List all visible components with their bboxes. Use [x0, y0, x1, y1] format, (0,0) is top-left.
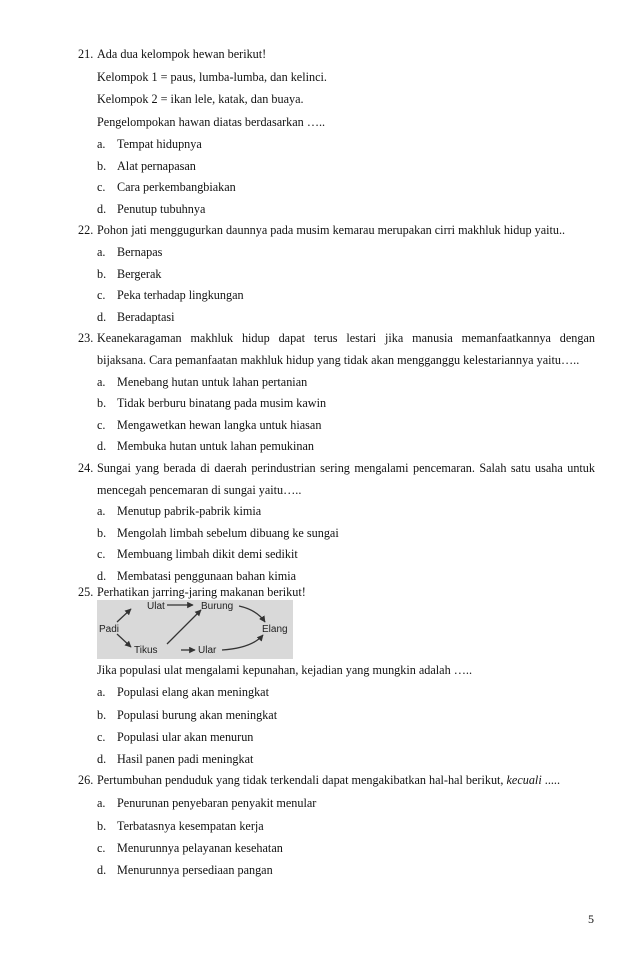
option-text: Peka terhadap lingkungan [117, 288, 244, 302]
option-text: Menebang hutan untuk lahan pertanian [117, 375, 308, 389]
node-tikus: Tikus [134, 645, 158, 656]
question-25-text: Perhatikan jarring-jaring makanan berikut! [97, 585, 306, 599]
question-24-text: Sungai yang berada di daerah perindustrian sering mengalami pencemaran. Salah satu usaha untuk [97, 461, 595, 475]
option-letter: c. [97, 841, 106, 855]
question-25-line: Jika populasi ulat mengalami kepunahan, kejadian yang mungkin adalah ….. [97, 663, 473, 677]
option-letter: d. [97, 569, 107, 583]
option-text: Penutup tubuhnya [117, 202, 206, 216]
option-letter: d. [97, 202, 107, 216]
question-24-line: mencegah pencemaran di sungai yaitu….. [97, 483, 302, 497]
arrow-burung-elang [239, 606, 265, 622]
question-21-line: Kelompok 2 = ikan lele, katak, dan buaya. [97, 92, 304, 106]
option-text: Cara perkembangbiakan [117, 180, 236, 194]
question-26-text [97, 773, 560, 787]
food-web-diagram [97, 600, 293, 659]
page-number: 5 [588, 912, 594, 926]
arrow-tikus-burung [167, 610, 201, 644]
question-21-text: Ada dua kelompok hewan berikut! [97, 47, 267, 61]
arrow-padi-ulat [117, 609, 131, 622]
question-26-text-main: Pertumbuhan penduduk yang tidak terkendali dapat mengakibatkan hal-hal berikut, [97, 773, 507, 787]
node-ulat: Ulat [147, 601, 165, 612]
option-letter: b. [97, 708, 107, 722]
option-text: Menutup pabrik-pabrik kimia [117, 504, 262, 518]
option-letter: b. [97, 819, 107, 833]
option-letter: d. [97, 752, 107, 766]
question-23-line: bijaksana. Cara pemanfaatan makhluk hidup yang tidak akan mengganggu kelestariannya yaitu….. [97, 353, 580, 367]
option-letter: a. [97, 796, 106, 810]
option-text: Membuang limbah dikit demi sedikit [117, 547, 298, 561]
question-25-number: 25. [78, 585, 94, 599]
option-letter: d. [97, 439, 107, 453]
option-text: Populasi elang akan meningkat [117, 685, 269, 699]
option-letter: c. [97, 288, 106, 302]
option-text: Penurunan penyebaran penyakit menular [117, 796, 317, 810]
option-letter: c. [97, 730, 106, 744]
option-text: Mengolah limbah sebelum dibuang ke sungai [117, 526, 339, 540]
option-text: Bernapas [117, 245, 163, 259]
question-26-emphasis: kecuali [506, 773, 542, 787]
question-26-text-end: ..... [541, 773, 560, 787]
question-21-number: 21. [78, 47, 94, 61]
option-letter: d. [97, 310, 107, 324]
option-letter: a. [97, 504, 106, 518]
option-text: Menurunnya persediaan pangan [117, 863, 273, 877]
option-text: Populasi ular akan menurun [117, 730, 254, 744]
node-padi: Padi [99, 624, 120, 635]
option-letter: a. [97, 137, 106, 151]
option-letter: d. [97, 863, 107, 877]
option-letter: b. [97, 159, 107, 173]
node-burung: Burung [201, 601, 234, 612]
question-23-number: 23. [78, 331, 94, 345]
option-text: Hasil panen padi meningkat [117, 752, 254, 766]
option-letter: c. [97, 180, 106, 194]
option-letter: c. [97, 418, 106, 432]
question-21-line: Pengelompokan hawan diatas berdasarkan ….. [97, 115, 326, 129]
arrow-padi-tikus [117, 634, 131, 647]
option-text: Terbatasnya kesempatan kerja [117, 819, 264, 833]
option-letter: a. [97, 685, 106, 699]
option-text: Alat pernapasan [117, 159, 196, 173]
option-text: Menurunnya pelayanan kesehatan [117, 841, 283, 855]
option-letter: c. [97, 547, 106, 561]
node-elang: Elang [262, 624, 288, 635]
option-text: Tidak berburu binatang pada musim kawin [117, 396, 327, 410]
option-text: Populasi burung akan meningkat [117, 708, 278, 722]
option-letter: b. [97, 267, 107, 281]
node-ular: Ular [198, 645, 217, 656]
question-22-text: Pohon jati menggugurkan daunnya pada musim kemarau merupakan cirri makhluk hidup yaitu.. [97, 223, 566, 237]
question-24-number: 24. [78, 461, 94, 475]
option-text: Mengawetkan hewan langka untuk hiasan [117, 418, 322, 432]
option-text: Tempat hidupnya [117, 137, 202, 151]
question-21-line: Kelompok 1 = paus, lumba-lumba, dan kelinci. [97, 70, 327, 84]
option-text: Bergerak [117, 267, 162, 281]
option-letter: a. [97, 245, 106, 259]
option-letter: b. [97, 396, 107, 410]
question-23-text: Keanekaragaman makhluk hidup dapat terus lestari jika manusia memanfaatkannya dengan [97, 331, 595, 345]
option-text: Membatasi penggunaan bahan kimia [117, 569, 297, 583]
question-22-number: 22. [78, 223, 94, 237]
option-text: Beradaptasi [117, 310, 175, 324]
option-letter: b. [97, 526, 107, 540]
option-letter: a. [97, 375, 106, 389]
arrow-ular-elang [222, 635, 263, 650]
question-26-number: 26. [78, 773, 94, 787]
option-text: Membuka hutan untuk lahan pemukinan [117, 439, 314, 453]
